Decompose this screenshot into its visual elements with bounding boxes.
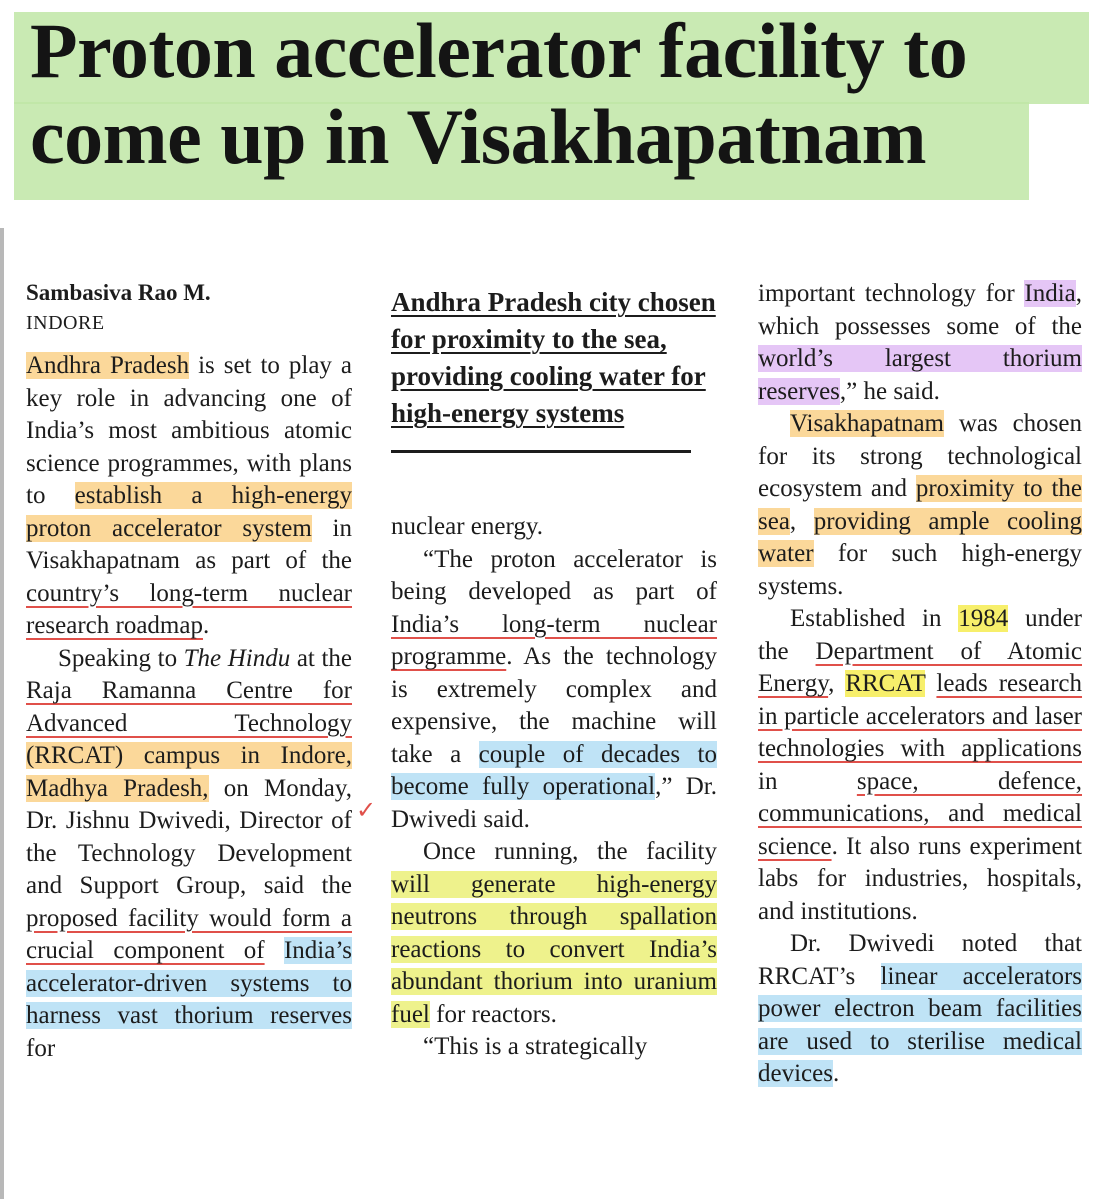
underline: space, defence, communications, and medical science — [758, 767, 1082, 860]
column-3 — [758, 278, 1082, 1091]
headline-band — [0, 0, 1105, 228]
col1-paragraph-2: Speaking to The Hindu at the Raja Ramanna Centre for Advanced Technology (RRCAT) campus in Indore, Madhya Pradesh, on Monday, Dr. Jishnu Dwivedi, Director of the Technology Development and Support Group, said the proposed facility would form a crucial component of India’s accelerator-driven systems to harness vast thorium reserves for — [26, 644, 352, 1062]
underline: India’s long-term nuclear programme — [391, 610, 717, 670]
col2-paragraph-2: “The proton accelerator is being developed as part of India’s long-term nuclear programme. As the technology is extremely complex and expensive, the machine will take a couple of decades to become fully operational,” Dr. Dwivedi said. — [391, 545, 718, 833]
highlight: linear accelerators power electron beam facilities are used to sterilise medical devices — [758, 962, 1082, 1087]
highlight: couple of decades to become fully operational — [391, 740, 718, 800]
highlight: will generate high-energy neutrons through spallation reactions to convert India’s abundant thorium into uranium fuel — [391, 870, 717, 1028]
col2-paragraph-1: nuclear energy. — [391, 513, 544, 540]
highlight: proximity to the sea — [758, 475, 1082, 535]
col1-paragraph-1: Andhra Pradesh is set to play a key role in advancing one of India’s most ambitious atomic science programmes, with plans to establish a high-energy proton accelerator system in Visakhapatnam as part of the country’s long-term nuclear research roadmap. — [26, 352, 352, 639]
subhead: Andhra Pradesh city chosen for proximity to the sea, providing cooling water for high-energy systems — [391, 287, 716, 428]
column-1 — [26, 278, 352, 1065]
col3-paragraph-2: Visakhapatnam was chosen for its strong technological ecosystem and proximity to the sea, providing ample cooling water for such high-energy systems. — [758, 410, 1082, 600]
col3-paragraph-4: Dr. Dwivedi noted that RRCAT’s linear accelerators power electron beam facilities are used to sterilise medical devices. — [758, 930, 1082, 1087]
underline: Raja Ramanna Centre for Advanced Technology — [26, 677, 352, 737]
column-2 — [391, 278, 717, 1064]
checkmark-icon: ✓ — [356, 796, 377, 824]
highlight: (RRCAT) campus in Indore, Madhya Pradesh, — [26, 742, 352, 802]
byline: Sambasiva Rao M. — [26, 280, 211, 305]
underline: leads research in particle accelerators and laser technologies with applications — [758, 670, 1083, 762]
highlight: establish a high-energy proton accelerator system — [26, 482, 352, 542]
highlight: providing ample cooling water — [758, 507, 1082, 567]
underline: proposed facility would form a crucial component of — [26, 904, 352, 964]
highlight: RRCAT — [845, 670, 926, 697]
highlight: 1984 — [958, 605, 1009, 632]
highlight: India — [1024, 280, 1076, 307]
underline: country’s long-term nuclear research roadmap — [26, 579, 352, 639]
underline: Department of Atomic Energy — [758, 637, 1082, 697]
highlight: Visakhapatnam — [790, 410, 945, 437]
subhead-divider — [391, 450, 691, 453]
headline: Proton accelerator facility to come up in Visakhapatnam — [30, 7, 968, 180]
col3-paragraph-1: important technology for India, which possesses some of the world’s largest thorium reserves,” he said. — [758, 280, 1082, 405]
highlight: India’s accelerator-driven systems to harness vast thorium reserves — [26, 937, 352, 1029]
col3-paragraph-3: Established in 1984 under the Department of Atomic Energy, RRCAT leads research in particle accelerators and laser technologies with applications in space, defence, communications, and medical science. It also runs experiment labs for industries, hospitals, and institutions. — [758, 605, 1083, 925]
col2-paragraph-4: “This is a strategically — [423, 1033, 648, 1060]
col2-paragraph-3: Once running, the facility will generate high-energy neutrons through spallation reactions to convert India’s abundant thorium into uranium fuel for reactors. — [391, 838, 717, 1028]
highlight: world’s largest thorium reserves — [758, 345, 1082, 405]
highlight: Andhra Pradesh — [26, 352, 190, 379]
column-divider — [0, 228, 4, 1199]
dateline: INDORE — [26, 312, 105, 334]
